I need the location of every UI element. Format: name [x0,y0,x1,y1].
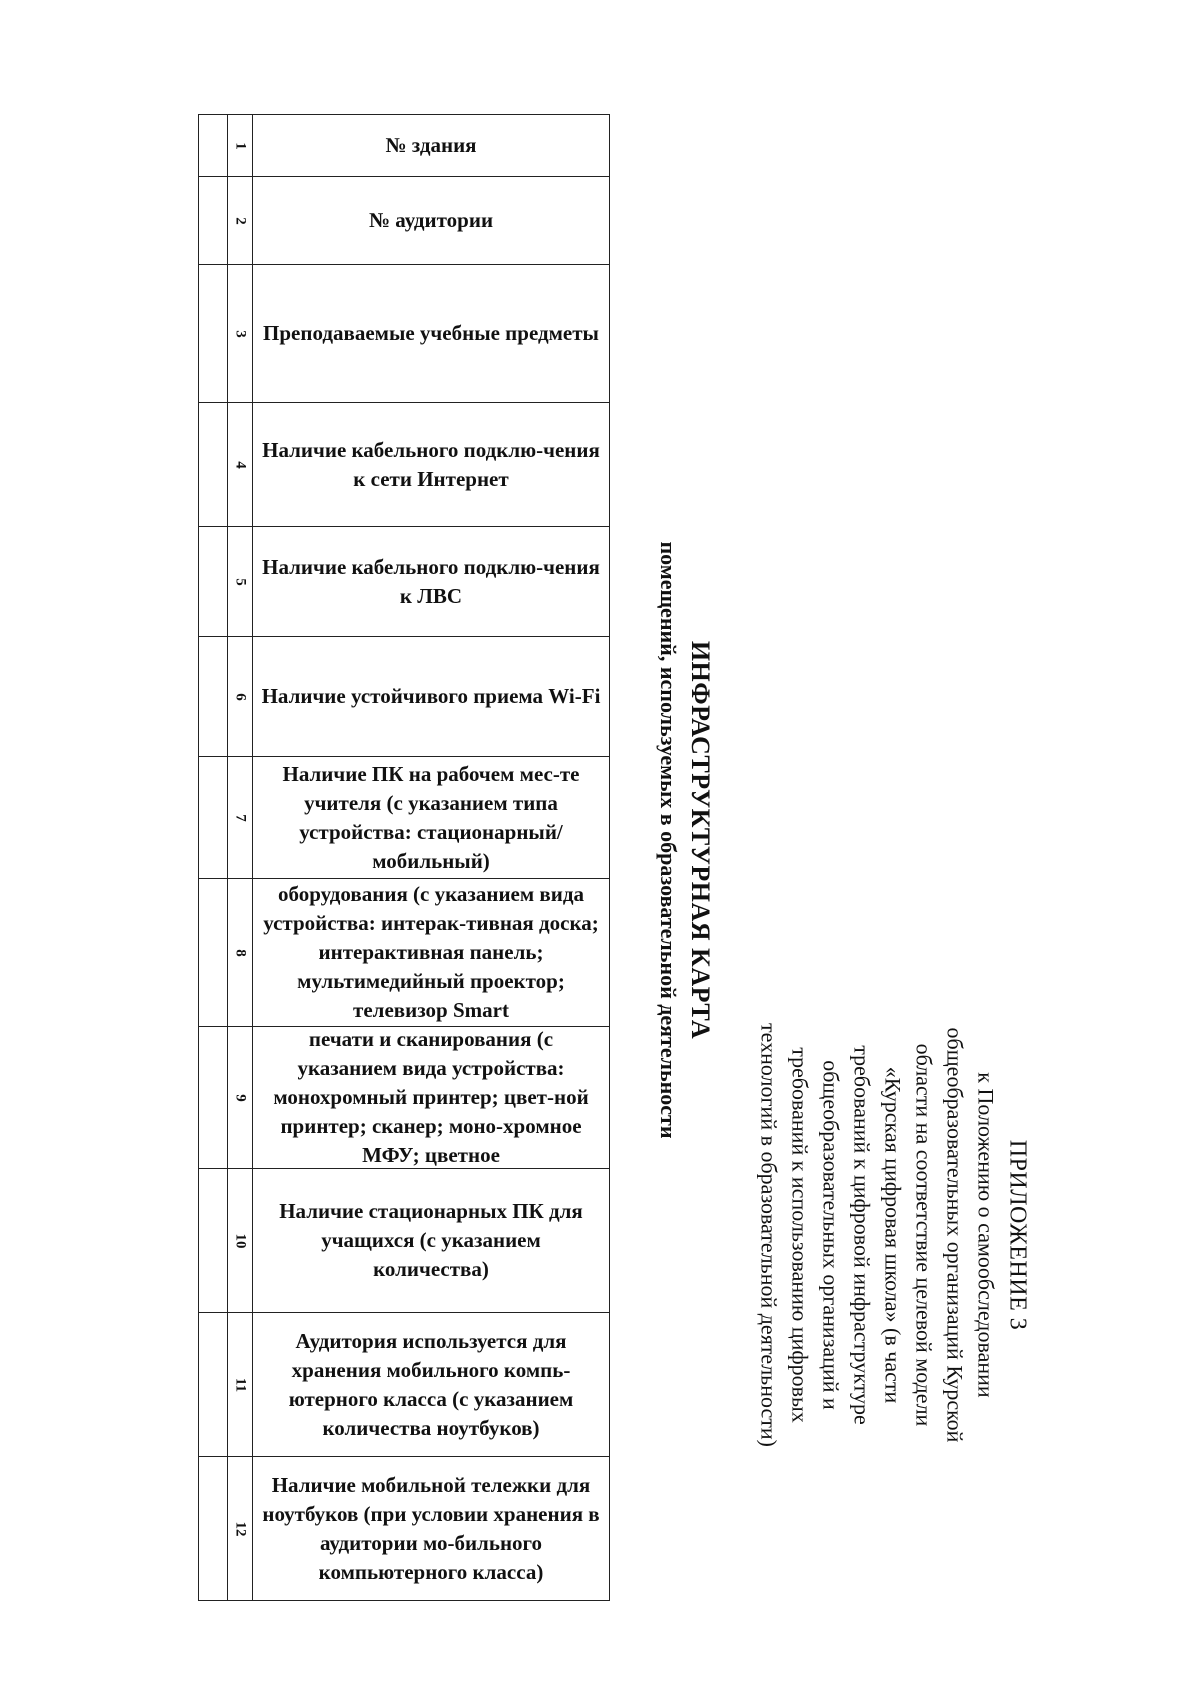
row-number: 10 [232,1233,249,1248]
row-text: оборудования (с указанием вида устройства: интерак-тивная доска; интерактивная панель; мультимедийный проектор; телевизор Smart [263,882,599,1022]
table-row [199,879,609,1027]
row-number: 7 [232,813,249,822]
row-number-cell [227,177,253,264]
row-number: 5 [232,577,249,586]
document-title: ИНФРАСТРУКТУРНАЯ КАРТА [686,640,715,1040]
appendix-line: требований к цифровой инфраструктуре [849,1045,875,1425]
table-row [199,1027,609,1169]
row-number-cell [227,403,253,526]
row-text: Наличие стационарных ПК для учащихся (с указанием количества) [279,1199,583,1281]
appendix-line: общеобразовательных организаций Курской [942,1027,968,1443]
row-text-cell [253,527,609,636]
table-row [199,265,609,403]
row-text-cell [253,265,609,402]
row-number-cell [227,1457,253,1600]
appendix-line: к Положению о самообследовании [973,1072,999,1398]
appendix-line: области на соответствие целевой модели [911,1043,937,1427]
row-text: № здания [385,133,477,157]
table-row [199,637,609,757]
row-number-cell [227,637,253,756]
row-text-cell [253,637,609,756]
row-number: 1 [232,141,249,150]
table-row [199,757,609,879]
infrastructure-table [198,114,610,1601]
row-number-cell [227,527,253,636]
row-number-cell [227,879,253,1026]
table-row [199,115,609,177]
row-text: № аудитории [368,208,494,232]
row-text: Наличие мобильной тележки для ноутбуков (при условии хранения в аудитории мо-бильного компьютерного класса) [262,1472,600,1584]
row-number-cell [227,1169,253,1312]
table-row [199,1169,609,1313]
row-text-cell [253,757,609,878]
appendix-heading: ПРИЛОЖЕНИЕ 3 [1004,1139,1031,1331]
table-row [199,1457,609,1600]
appendix-line: технологий в образовательной деятельности) [756,1022,782,1448]
row-number-cell [227,1313,253,1456]
row-text: Наличие ПК на рабочем мес-те учителя (с указанием типа устройства: стационарный/ мобильный) [282,761,580,873]
row-number: 11 [232,1377,249,1392]
table-row [199,1313,609,1457]
row-text: Аудитория используется для хранения мобильного компь-ютерного класса (с указанием количества ноутбуков) [288,1328,574,1440]
row-text-cell [253,177,609,264]
table-row [199,177,609,265]
row-text: Наличие кабельного подклю-чения к сети Интернет [262,437,600,491]
row-text-cell [253,403,609,526]
row-number: 4 [232,460,249,469]
row-number: 12 [232,1521,249,1536]
row-number-cell [227,265,253,402]
row-text: Преподаваемые учебные предметы [263,321,599,345]
document-subtitle: помещений, используемых в образовательной деятельности [656,541,681,1139]
row-number: 3 [232,329,249,338]
row-number: 6 [232,692,249,701]
appendix-line: требований к использованию цифровых [787,1047,813,1423]
row-text-cell [253,115,609,176]
appendix-line: «Курская цифровая школа» (в части [880,1066,906,1404]
table-row [199,403,609,527]
row-text: Наличие кабельного подклю-чения к ЛВС [262,554,600,608]
row-text-cell [253,1313,609,1456]
row-text-cell [253,1457,609,1600]
row-number: 9 [232,1093,249,1102]
row-number-cell [227,1027,253,1168]
appendix-line: общеобразовательных организаций и [818,1060,844,1410]
row-number-cell [227,757,253,878]
row-text-cell [253,1169,609,1312]
row-text-cell [253,879,609,1026]
row-number: 8 [232,948,249,957]
row-text-cell [253,1027,609,1168]
appendix-block [754,955,1033,1515]
document-title-block [653,390,717,1290]
table-row [199,527,609,637]
row-number-cell [227,115,253,176]
row-text: Наличие устойчивого приема Wi-Fi [261,684,601,708]
row-text: печати и сканирования (с указанием вида устройства: монохромный принтер; цвет-ной принтер; сканер; моно-хромное МФУ; цветное [273,1027,589,1167]
row-number: 2 [232,216,249,225]
